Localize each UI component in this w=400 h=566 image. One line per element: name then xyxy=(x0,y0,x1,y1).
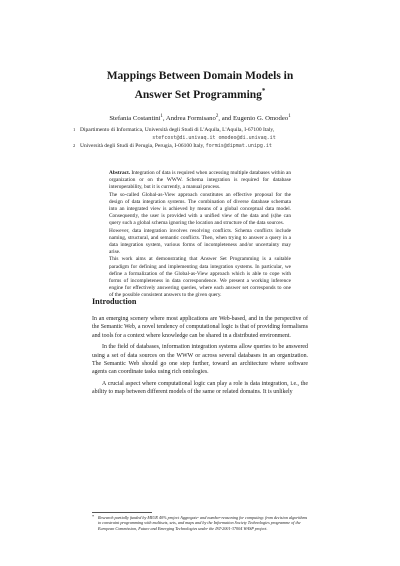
affiliation-text: Università degli Studi di Perugia, Perugia, I-06100 Italy, xyxy=(80,143,205,149)
body-paragraph: A crucial aspect where computational logic can play a role is data integration, i.e., the ability to map between different models of the same or related domains. It is unlikely xyxy=(92,380,308,396)
affiliation-1 xyxy=(73,127,348,142)
abstract-text: Integration of data is required when accessing multiple databases within an organization or on the WWW. Schema integration is required for database interoperability, but it is currently, a manual process. xyxy=(109,170,291,191)
title-text: Mappings Between Domain Models in Answer Set Programming xyxy=(106,70,294,101)
author-affiliation-mark: 2 xyxy=(215,114,219,119)
body-paragraph: In the field of databases, information integration systems allow queries to be answered using a set of data sources on the WWW or across several databases in an organization. The Semantic Web should go one step further, toward an architecture where software agents can coordinate tasks using rich ontologies. xyxy=(92,344,308,376)
footnote-rule xyxy=(92,512,152,513)
abstract xyxy=(109,170,291,300)
author-list xyxy=(60,112,340,123)
affiliation-2 xyxy=(73,143,348,151)
affiliation-text: Dipartimento di Informatica, Università degli Studi di L'Aquila, L'Aquila, I-67100 Italy, xyxy=(80,127,275,133)
abstract-label: Abstract. xyxy=(109,170,131,176)
author-name: Andrea Formisano xyxy=(165,115,216,123)
body-text xyxy=(92,315,308,400)
author-name: Eugenio G. Omodeo xyxy=(233,115,289,123)
footnote-mark: * xyxy=(92,514,95,519)
author-separator: , xyxy=(162,115,166,123)
footnote-text: Research partially funded by MIUR 40% project Aggregate- and number-reasoning for computing: from decision algorithms to constraint programming with multisets, sets, and maps and by the Information Society Technologies programme of the European Commission, Future and Emerging Technologies under the IST-2001-37004 WASP project. xyxy=(98,515,308,531)
affiliation-number: 2 xyxy=(73,143,76,148)
affiliation-email: formis@dipmat.unipg.it xyxy=(205,143,272,149)
body-paragraph: In an emerging scenery where most applications are Web-based, and in the perspective of the Semantic Web, a novel tendency of computational logic is that of providing formalisms and tools for a context where knowledge can be shared in a distributed environment. xyxy=(92,316,308,339)
abstract-paragraph xyxy=(109,170,291,192)
abstract-paragraph: This work aims at demonstrating that Answer Set Programming is a suitable paradigm for defining and implementing data integration systems. In particular, we define a formalization of the Global-as-View approach which is able to cope with forms of incompleteness in data correspondence. We present a working inference engine for effectively answering queries, where each answer set corresponds to one of the possible consistent answers to the given query. xyxy=(109,256,291,299)
author-name: Stefania Costantini xyxy=(109,115,161,123)
abstract-paragraph: However, data integration involves resolving conflicts. Schema conflicts include naming, structural, and semantic conflicts. Then, when trying to answer a query in a data integration system, various forms of incompleteness and/or uncertainty may arise. xyxy=(109,227,291,256)
author-affiliation-mark: 1 xyxy=(288,114,291,119)
affiliation-emails: stefcost@di.univaq.it omodeo@di.univaq.it xyxy=(152,134,276,141)
section-heading: Introduction xyxy=(92,297,137,306)
paper-title xyxy=(95,69,305,103)
affiliation-number: 1 xyxy=(73,127,76,132)
abstract-paragraph: The so-called Global-as-View approach constitutes an effective proposal for the design of data integration systems. The combination of diverse database schemata into an integrated view is achieved by means of a global conceptual data model. Consequently, the user is provided with a unified view of the data and (s)he can query such a global schema ignoring the location and structure of the data sources. xyxy=(109,191,291,227)
author-affiliation-mark: 1 xyxy=(160,114,163,119)
footnote xyxy=(92,514,308,531)
author-separator: , and xyxy=(218,115,234,123)
title-footnote-mark: * xyxy=(261,87,266,95)
